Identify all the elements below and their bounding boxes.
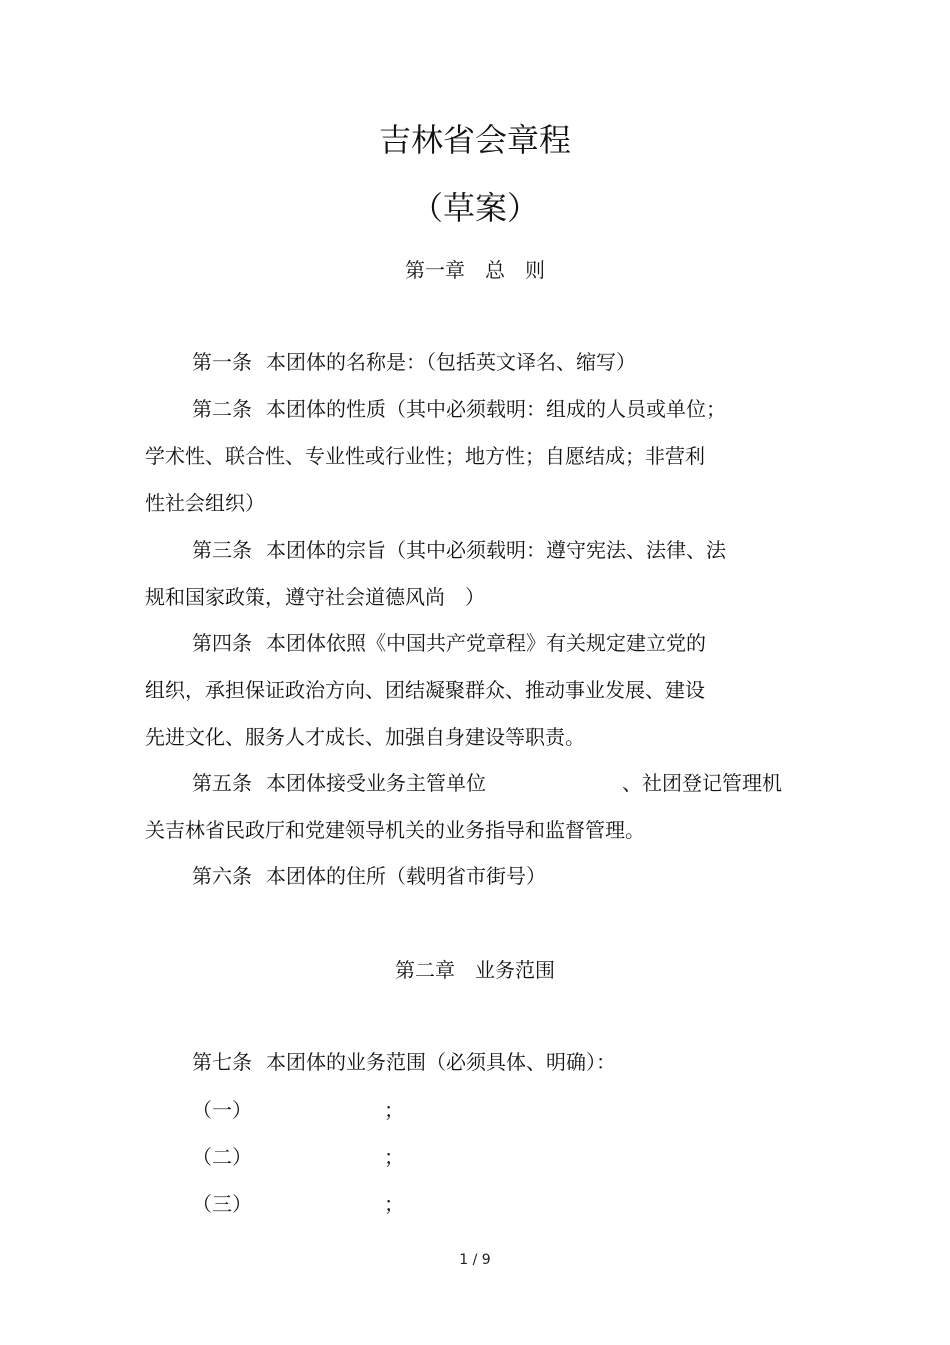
article-label: 第六条 bbox=[192, 864, 252, 888]
chapter-heading-1: 第一章 总 则 bbox=[405, 258, 545, 282]
chapter-heading-2: 第二章 业务范围 bbox=[395, 958, 555, 982]
article-label: 第四条 bbox=[192, 631, 252, 655]
list-item-2-end: ； bbox=[384, 1145, 404, 1169]
list-item-1-end: ； bbox=[384, 1098, 404, 1122]
article-text: 本团体的性质（其中必须载明：组成的人员或单位； bbox=[266, 397, 726, 421]
list-item-1-num: （一） bbox=[192, 1098, 252, 1122]
list-item-2-num: （二） bbox=[192, 1145, 252, 1169]
article-text: 本团体接受业务主管单位 bbox=[266, 771, 486, 795]
article-2-line-1 bbox=[192, 395, 726, 423]
article-text: 本团体的业务范围（必须具体、明确）： bbox=[266, 1050, 616, 1074]
article-2-line-2: 学术性、联合性、专业性或行业性；地方性；自愿结成；非营利 bbox=[145, 444, 705, 468]
article-4-line-3: 先进文化、服务人才成长、加强自身建设等职责。 bbox=[145, 725, 585, 749]
article-2-line-3: 性社会组织） bbox=[145, 491, 265, 515]
list-item-3-end: ； bbox=[384, 1192, 404, 1216]
article-label: 第五条 bbox=[192, 771, 252, 795]
article-label: 第二条 bbox=[192, 397, 252, 421]
article-label: 第七条 bbox=[192, 1050, 252, 1074]
list-item-3-num: （三） bbox=[192, 1192, 252, 1216]
article-3-line-2: 规和国家政策，遵守社会道德风尚 ） bbox=[145, 585, 485, 609]
article-5-line-2: 关吉林省民政厅和党建领导机关的业务指导和监督管理。 bbox=[145, 818, 645, 842]
article-7 bbox=[192, 1048, 616, 1076]
article-text: 本团体的住所（载明省市街号） bbox=[266, 864, 546, 888]
article-4-line-1 bbox=[192, 629, 706, 657]
article-3-line-1 bbox=[192, 536, 726, 564]
article-4-line-2: 组织，承担保证政治方向、团结凝聚群众、推动事业发展、建设 bbox=[145, 678, 705, 702]
article-5-line-1 bbox=[192, 769, 486, 797]
article-label: 第三条 bbox=[192, 538, 252, 562]
document-title: 吉林省会章程 bbox=[378, 121, 571, 159]
page-number: 1 / 9 bbox=[459, 1252, 491, 1268]
article-text: 本团体依照《中国共产党章程》有关规定建立党的 bbox=[266, 631, 706, 655]
article-1 bbox=[192, 348, 636, 376]
article-text: 本团体的宗旨（其中必须载明：遵守宪法、法律、法 bbox=[266, 538, 726, 562]
article-6 bbox=[192, 862, 546, 890]
article-text: 本团体的名称是：（包括英文译名、缩写） bbox=[266, 350, 636, 374]
article-5-line-1-tail: 、社团登记管理机 bbox=[622, 771, 782, 795]
article-label: 第一条 bbox=[192, 350, 252, 374]
document-subtitle: （草案） bbox=[410, 189, 539, 227]
